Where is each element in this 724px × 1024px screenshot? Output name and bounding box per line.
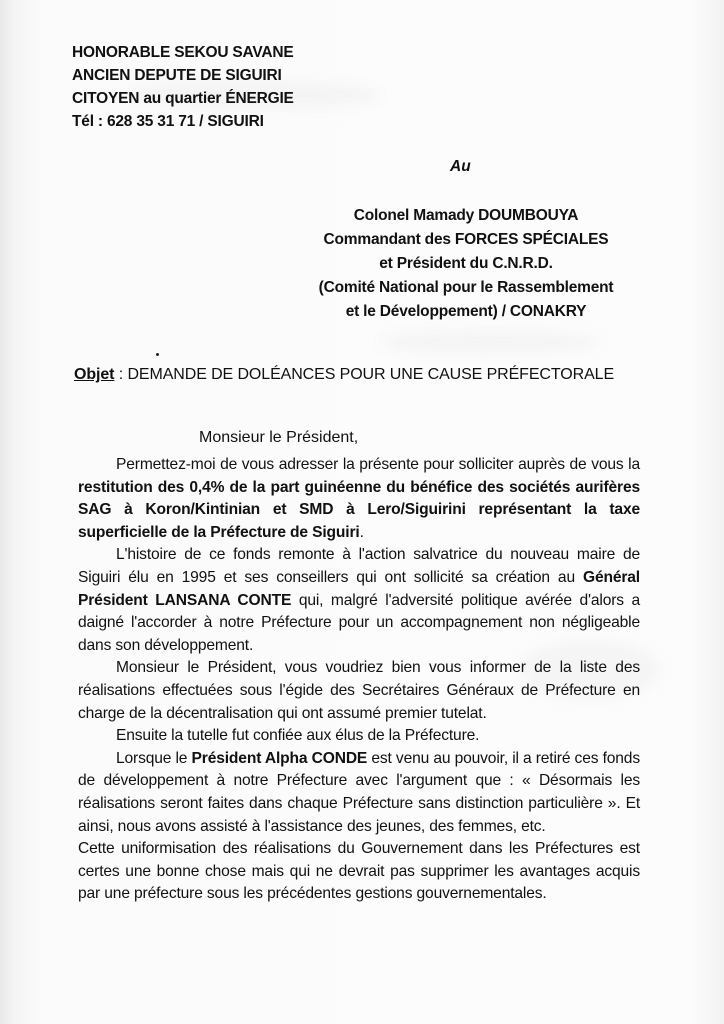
sender-title: ANCIEN DEPUTE DE SIGUIRI [72, 67, 282, 84]
paragraph-2 [78, 544, 640, 657]
paragraph-bold-text: Général Président LANSANA CONTE [78, 568, 640, 609]
paragraph-bold-text: Président Alpha CONDE [191, 749, 368, 767]
paragraph-text: . [359, 523, 364, 541]
sender-phone: Tél : 628 35 31 71 / SIGUIRI [72, 113, 264, 130]
recipient-au: Au [450, 158, 471, 175]
sender-address: CITOYEN au quartier ÉNERGIE [72, 90, 294, 107]
subject-line [74, 366, 614, 384]
ink-dot [156, 353, 159, 356]
paragraph-4: Ensuite la tutelle fut confiée aux élus de la Préfecture. [116, 727, 480, 745]
letter-body [78, 454, 640, 906]
paragraph-text: Permettez-moi de vous adresser la présente pour solliciter auprès de vous la [116, 456, 640, 473]
recipient-role: Commandant des FORCES SPÉCIALES [323, 231, 609, 248]
recipient-name: Colonel Mamady DOUMBOUYA [353, 207, 579, 224]
recipient-org: (Comité National pour le Rassemblement [318, 279, 614, 296]
paragraph-5 [78, 748, 640, 838]
recipient-role-2: et Président du C.N.R.D. [379, 255, 553, 272]
scan-smudge [380, 330, 600, 354]
subject-label: Objet [74, 366, 115, 383]
paragraph-text: est venu au pouvoir, il a retiré ces fonds de développement à notre Préfecture avec l'argument que : « Désormais les réalisations seront faites dans chaque Préfecture sans distinction particulière ». Et ainsi, nous avons assisté à l'assistance des jeunes, des femmes, etc. [78, 749, 640, 835]
subject-separator: : [114, 366, 128, 383]
recipient-block [296, 204, 636, 324]
salutation: Monsieur le Président, [199, 429, 359, 446]
sender-name: HONORABLE SEKOU SAVANE [72, 44, 294, 61]
sender-block [72, 41, 392, 133]
paragraph-text: qui, malgré l'adversité politique avérée d'alors a daigné l'accorder à notre Préfecture pour un accompagnement non négligeable dans son développement. [78, 591, 640, 654]
paragraph-1 [78, 454, 640, 544]
paragraph-text: L'histoire de ce fonds remonte à l'action salvatrice du nouveau maire de Siguiri élu en 1995 et ses conseillers qui ont sollicité sa création au [78, 546, 640, 586]
paragraph-3: Monsieur le Président, vous voudriez bien vous informer de la liste des réalisations effectuées sous l'égide des Secrétaires Généraux de Préfecture en charge de la décentralisation qui ont assumé premier tutelat. [78, 659, 640, 722]
paragraph-text: Lorsque le [116, 749, 192, 767]
subject-text: DEMANDE DE DOLÉANCES POUR UNE CAUSE PRÉFECTORALE [127, 366, 615, 383]
paragraph-bold-text: restitution des 0,4% de la part guinéenne du bénéfice des sociétés aurifères SAG à Koron/Kintinian et SMD à Lero/Siguirini représentant la taxe superficielle de la Préfecture de Siguiri [78, 478, 640, 541]
recipient-org-city: et le Développement) / CONAKRY [345, 303, 587, 320]
paragraph-6: Cette uniformisation des réalisations du Gouvernement dans les Préfectures est certes une bonne chose mais qui ne devrait pas supprimer les avantages acquis par une préfecture sous les précédentes gestions gouvernementales. [78, 840, 640, 903]
